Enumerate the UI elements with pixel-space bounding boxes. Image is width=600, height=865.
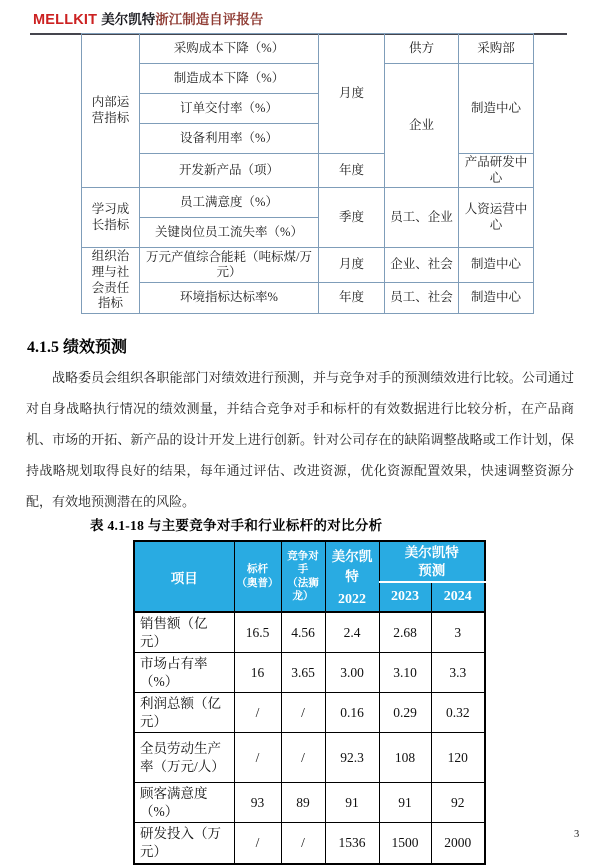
value-cell: 3.3 [431, 653, 485, 693]
report-header [30, 6, 567, 35]
value-cell: 1500 [379, 823, 431, 864]
frequency-cell: 年度 [319, 154, 385, 188]
column-header-forecast [379, 541, 485, 582]
value-cell: 108 [379, 733, 431, 783]
table-row [82, 154, 534, 188]
value-cell: 120 [431, 733, 485, 783]
value-cell: 2.68 [379, 612, 431, 653]
table-row [134, 693, 485, 733]
indicator-cell: 采购成本下降（%） [140, 34, 319, 64]
table-row [82, 283, 534, 314]
department-cell: 采购部 [459, 34, 534, 64]
frequency-cell: 月度 [319, 248, 385, 283]
header-row [134, 541, 485, 582]
indicator-cell: 环境指标达标率% [140, 283, 319, 314]
value-cell: 89 [281, 783, 325, 823]
value-cell: 92.3 [325, 733, 379, 783]
column-header-2024: 2024 [431, 582, 485, 612]
indicator-cell: 员工满意度（%） [140, 188, 319, 218]
header-subtitle: 浙江制造自评报告 [155, 12, 264, 27]
table-row [82, 34, 534, 64]
frequency-cell: 月度 [319, 34, 385, 154]
page-number: 3 [574, 829, 580, 840]
company-label: 美尔凯特 [331, 549, 373, 585]
department-cell: 制造中心 [459, 248, 534, 283]
department-cell: 人资运营中心 [459, 188, 534, 248]
stakeholder-cell: 供方 [385, 34, 459, 64]
indicator-cell: 开发新产品（项） [140, 154, 319, 188]
department-cell: 制造中心 [459, 283, 534, 314]
table-row [134, 823, 485, 864]
table-row [82, 248, 534, 283]
comparison-table-caption: 表 4.1-18 与主要竞争对手和行业标杆的对比分析 [90, 518, 383, 533]
competitor-label: 竞争对手 [287, 551, 319, 576]
value-cell: 93 [234, 783, 281, 823]
logo-text: MELLKIT [33, 12, 98, 28]
indicator-cell: 制造成本下降（%） [140, 64, 319, 94]
value-cell: / [281, 693, 325, 733]
category-cell: 组织治理与社会责任指标 [82, 248, 140, 314]
item-cell: 顾客满意度（%） [134, 783, 234, 823]
item-cell: 利润总额（亿元） [134, 693, 234, 733]
value-cell: 0.29 [379, 693, 431, 733]
table-row [82, 64, 534, 94]
benchmark-sublabel: （奥普） [236, 577, 279, 589]
indicator-cell: 设备利用率（%） [140, 124, 319, 154]
table-row [134, 783, 485, 823]
value-cell: 92 [431, 783, 485, 823]
value-cell: / [234, 693, 281, 733]
table-row [82, 188, 534, 218]
indicators-table [81, 33, 534, 314]
value-cell: / [281, 733, 325, 783]
company-year-label: 2022 [338, 592, 366, 608]
value-cell: / [234, 733, 281, 783]
value-cell: 2.4 [325, 612, 379, 653]
value-cell: 16 [234, 653, 281, 693]
value-cell: 91 [325, 783, 379, 823]
value-cell: 4.56 [281, 612, 325, 653]
column-header-benchmark [234, 541, 281, 612]
item-cell: 销售额（亿元） [134, 612, 234, 653]
value-cell: 3 [431, 612, 485, 653]
frequency-cell: 季度 [319, 188, 385, 248]
table-row [134, 733, 485, 783]
forecast-label-line2: 预测 [418, 562, 446, 578]
forecast-label-line1: 美尔凯特 [404, 545, 459, 560]
value-cell: 3.65 [281, 653, 325, 693]
value-cell: / [234, 823, 281, 864]
indicator-cell: 订单交付率（%） [140, 94, 319, 124]
value-cell: 3.10 [379, 653, 431, 693]
value-cell: / [281, 823, 325, 864]
comparison-table [133, 540, 486, 865]
column-header-company-2022 [325, 541, 379, 612]
header-company-name: 美尔凯特 [101, 12, 156, 27]
value-cell: 91 [379, 783, 431, 823]
stakeholder-cell: 员工、社会 [385, 283, 459, 314]
value-cell: 1536 [325, 823, 379, 864]
indicator-cell: 关键岗位员工流失率（%） [140, 218, 319, 248]
section-heading: 4.1.5 绩效预测 [27, 339, 128, 356]
stakeholder-cell: 企业、社会 [385, 248, 459, 283]
value-cell: 3.00 [325, 653, 379, 693]
value-cell: 0.32 [431, 693, 485, 733]
department-cell: 制造中心 [459, 64, 534, 154]
column-header-competitor [281, 541, 325, 612]
table-row [134, 653, 485, 693]
benchmark-label: 标杆 [247, 564, 268, 576]
category-cell: 内部运营指标 [82, 34, 140, 188]
indicator-cell: 万元产值综合能耗（吨标煤/万元） [140, 248, 319, 283]
column-header-item: 项目 [134, 541, 234, 612]
category-cell: 学习成长指标 [82, 188, 140, 248]
column-header-2023: 2023 [379, 582, 431, 612]
item-cell: 研发投入（万元） [134, 823, 234, 864]
item-cell: 市场占有率（%） [134, 653, 234, 693]
section-paragraph: 战略委员会组织各职能部门对绩效进行预测，并与竞争对手的预测绩效进行比较。公司通过对自身战略执行情况的绩效测量，并结合竞争对手和标杆的有效数据进行比较分析，在产品商机、市场的开拓、新产品的设计开发上进行创新。针对公司存在的缺陷调整战略或工作计划，保持战略规划取得良好的结果，每年通过评估、改进资源，优化资源配置效果，快速调整资源分配，有效地预测潜在的风险。 [26, 370, 574, 509]
stakeholder-cell: 员工、企业 [385, 188, 459, 248]
stakeholder-cell: 企业 [385, 64, 459, 188]
frequency-cell: 年度 [319, 283, 385, 314]
value-cell: 0.16 [325, 693, 379, 733]
table-row [134, 612, 485, 653]
value-cell: 2000 [431, 823, 485, 864]
value-cell: 16.5 [234, 612, 281, 653]
department-cell: 产品研发中心 [459, 154, 534, 188]
competitor-sublabel: （法狮龙） [287, 577, 319, 602]
item-cell: 全员劳动生产率（万元/人） [134, 733, 234, 783]
